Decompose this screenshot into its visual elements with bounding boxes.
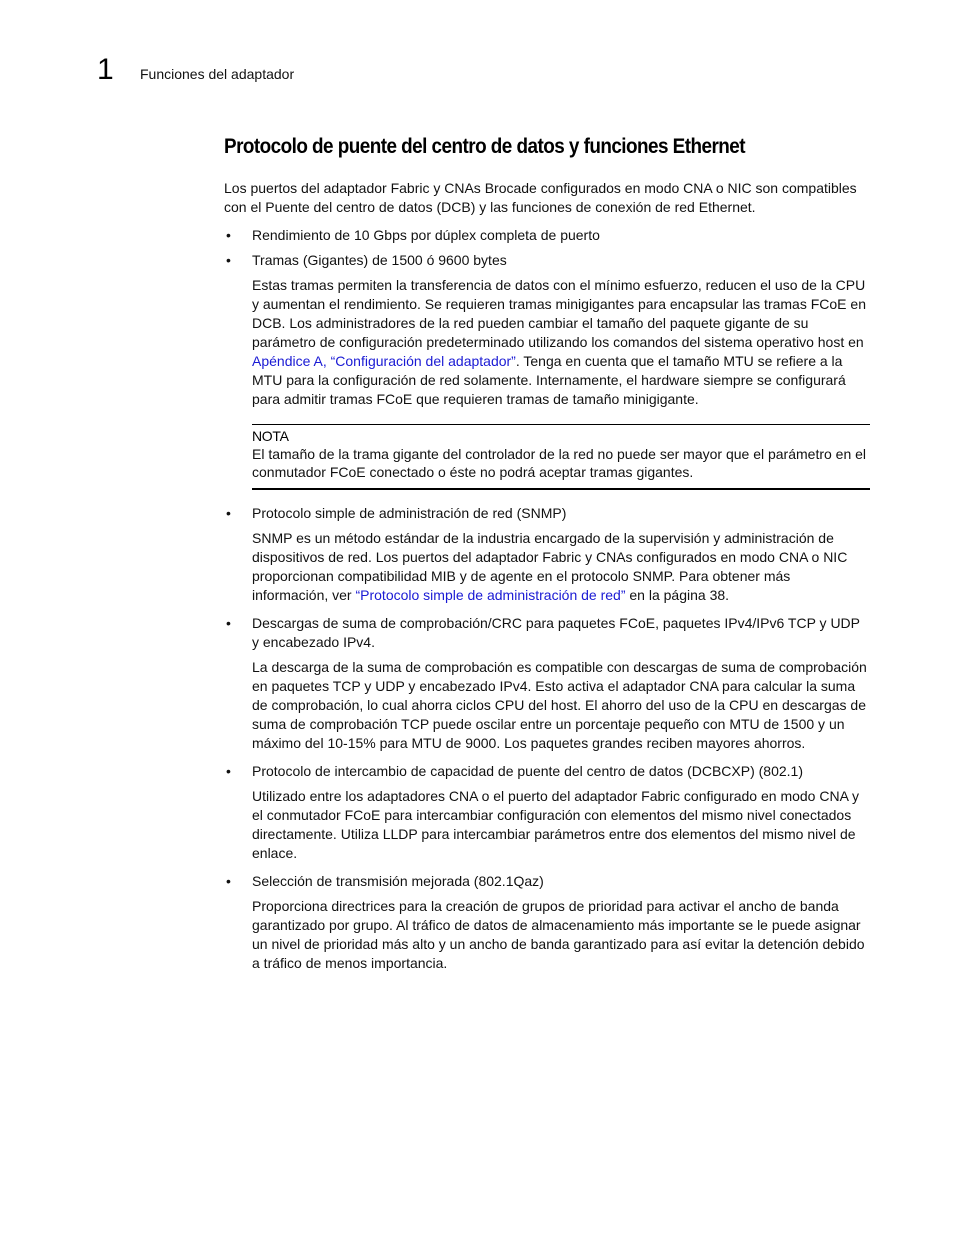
cross-reference-link[interactable]: Apéndice A, “Configuración del adaptador” <box>252 353 516 369</box>
note-label: NOTA <box>252 428 289 444</box>
description-text: en la página 38. <box>625 587 730 603</box>
cross-reference-link[interactable]: “Protocolo simple de administración de red” <box>355 587 626 603</box>
main-content <box>224 133 870 973</box>
list-item <box>224 614 870 652</box>
bullet-icon: • <box>226 252 231 268</box>
list-item <box>224 226 870 245</box>
bullet-icon: • <box>226 615 231 631</box>
description-text: Estas tramas permiten la transferencia de datos con el mínimo esfuerzo, reducen el uso de la CPU y aumentan el rendimiento. Se requieren tramas minigigantes para encapsular las tramas FCoE en DCB. Los administradores de la red pueden cambiar el tamaño del paquete gigante de su parámetro de configuración predeterminado utilizando los comandos del sistema operativo host en <box>252 277 866 350</box>
list-item-text: Descargas de suma de comprobación/CRC para paquetes FCoE, paquetes IPv4/IPv6 TCP y UDP y encabezado IPv4. <box>252 615 860 650</box>
list-item <box>224 504 870 523</box>
list-item <box>224 762 870 781</box>
note-text: El tamaño de la trama gigante del controlador de la red no puede ser mayor que el parámetro en el conmutador FCoE conectado o éste no podrá aceptar tramas gigantes. <box>252 446 867 480</box>
bullet-icon: • <box>226 227 231 243</box>
list-item-text: Tramas (Gigantes) de 1500 ó 9600 bytes <box>252 252 507 268</box>
note-box <box>252 424 870 490</box>
list-item-text: Protocolo de intercambio de capacidad de puente del centro de datos (DCBCXP) (802.1) <box>252 763 803 779</box>
intro-paragraph: Los puertos del adaptador Fabric y CNAs Brocade configurados en modo CNA o NIC son compatibles con el Puente del centro de datos (DCB) y las funciones de conexión de red Ethernet. <box>224 180 857 215</box>
list-item <box>224 251 870 270</box>
description-text: SNMP es un método estándar de la industria encargado de la supervisión y administración de dispositivos de red. Los puertos del adaptador Fabric y CNAs configurados en modo CNA o NIC proporcionan compatibilidad MIB y de agente en el protocolo SNMP. Para obtener más información, ver <box>252 530 848 603</box>
chapter-number: 1 <box>97 53 114 86</box>
list-item-text: Selección de transmisión mejorada (802.1Qaz) <box>252 873 544 889</box>
section-title: Protocolo de puente del centro de datos y funciones Ethernet <box>224 135 746 158</box>
list-item-description: Utilizado entre los adaptadores CNA o el puerto del adaptador Fabric configurado en modo CNA y el conmutador FCoE para intercambiar configuración con elementos del mismo nivel conectados directamente. Utiliza LLDP para intercambiar parámetros entre dos elementos del mismo nivel de enlace. <box>252 788 860 861</box>
list-item-description: Proporciona directrices para la creación de grupos de prioridad para activar el ancho de banda garantizado por grupo. Al tráfico de datos de almacenamiento más importante se le puede asignar un nivel de prioridad más alto y un ancho de banda garantizado para así evitar la detención debido a tráfico de menos importancia. <box>252 898 865 971</box>
bullet-icon: • <box>226 873 231 889</box>
list-item-text: Protocolo simple de administración de red (SNMP) <box>252 505 567 521</box>
list-item-description: La descarga de la suma de comprobación es compatible con descargas de suma de comprobación en paquetes TCP y UDP y encabezado IPv4. Esto activa el adaptador CNA para calcular la suma de comprobación, lo cual ahorra ciclos CPU del host. El ahorro del uso de la CPU en descargas de suma de comprobación TCP puede oscilar entre un porcentaje pequeño con MTU de 1500 y un máximo del 10-15% para MTU de 9000. Los paquetes grandes reciben mayores ahorros. <box>252 659 867 751</box>
list-item-text: Rendimiento de 10 Gbps por dúplex completa de puerto <box>252 227 600 243</box>
list-item <box>224 872 870 891</box>
chapter-title: Funciones del adaptador <box>140 66 295 82</box>
list-item-description <box>224 529 870 605</box>
description-text: . Tenga en cuenta que el tamaño MTU se refiere a la MTU para la configuración de red solamente. Internamente, el hardware siempre se configurará para admitir tramas FCoE que requieren tramas de tamaño minigigante. <box>252 353 846 407</box>
list-item-description <box>224 276 870 409</box>
bullet-icon: • <box>226 763 231 779</box>
bullet-icon: • <box>226 505 231 521</box>
